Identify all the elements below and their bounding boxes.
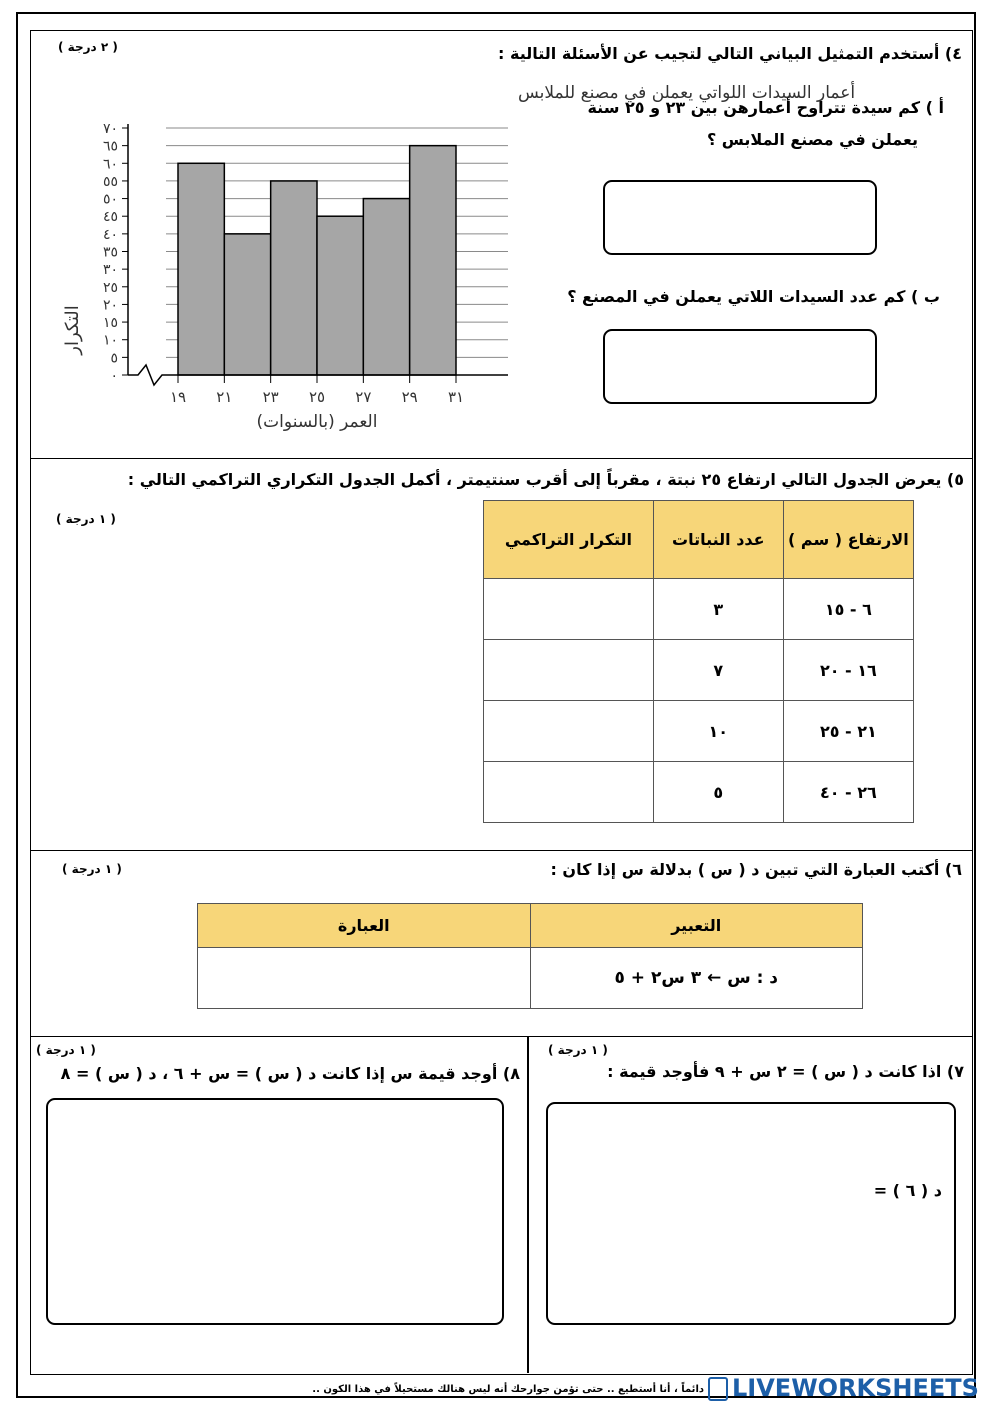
q7-heading: ٧) اذا كانت د ( س ) = ٢ س + ٩ فأوجد قيمة :	[607, 1062, 964, 1081]
divider-q6-q7	[30, 1036, 973, 1037]
q5-heading: ٥) يعرض الجدول التالي ارتفاع ٢٥ نبتة ، مقرباً إلى أقرب سنتيمتر ، أكمل الجدول التكراري التراكمي التالي :	[127, 470, 964, 489]
chart-title: أعمار السيدات اللواتي يعملن في مصنع للملابس	[518, 83, 856, 103]
y-tick-label: ٢٥	[102, 279, 118, 296]
y-tick-label: ١٠	[102, 332, 118, 349]
q6-table	[197, 903, 863, 1009]
table-row	[484, 762, 914, 823]
q5-count-cell: ٧	[653, 640, 783, 701]
q4-answer-a-box[interactable]	[603, 180, 877, 255]
chart-xlabel: العمر (بالسنوات)	[256, 412, 378, 432]
q5-count-cell: ١٠	[653, 701, 783, 762]
y-tick-label: ٢٠	[102, 297, 118, 314]
q6-expression-cell: د : س ← ٣ س٢ + ٥	[530, 948, 862, 1009]
x-tick-label: ٢٧	[355, 388, 372, 406]
q7-grade: ( ١ درجة )	[548, 1043, 608, 1057]
q5-header-cumulative: التكرار التراكمي	[484, 501, 654, 579]
x-tick-label: ٢٥	[308, 388, 326, 406]
histogram-bar	[317, 216, 363, 375]
q5-header-height: الارتفاع ( سم )	[783, 501, 913, 579]
table-row	[484, 579, 914, 640]
y-tick-label: ٠	[110, 368, 118, 384]
q8-heading: ٨) أوجد قيمة س إذا كانت د ( س ) = س + ٦ ، د ( س ) = ٨	[60, 1064, 520, 1083]
x-tick-label: ١٩	[169, 388, 187, 406]
q6-answer-input[interactable]	[198, 948, 531, 1009]
table-row	[484, 701, 914, 762]
q5-range-cell: ٦ - ١٥	[783, 579, 913, 640]
q4-answer-b-box[interactable]	[603, 329, 877, 404]
q5-cumulative-input[interactable]	[484, 701, 654, 762]
liveworksheets-logo: LIVEWORKSHEETS	[708, 1374, 979, 1402]
table-row	[484, 640, 914, 701]
q5-cumulative-input[interactable]	[484, 640, 654, 701]
x-tick-label: ٢١	[216, 388, 233, 406]
q7-prompt: د ( ٦ ) =	[873, 1181, 942, 1200]
histogram-bar	[178, 163, 224, 375]
chart-ylabel: التكرار	[62, 305, 83, 355]
x-tick-label: ٢٣	[262, 388, 279, 406]
q4-part-a-line1: أ ) كم سيدة تتراوح أعمارهن بين ٢٣ و ٢٥ سنة	[587, 98, 944, 117]
q6-heading: ٦) أكتب العبارة التي تبين د ( س ) بدلالة س إذا كان :	[550, 860, 962, 879]
histogram-bar	[224, 234, 270, 375]
y-tick-label: ٧٠	[102, 121, 118, 137]
q4-part-b: ب ) كم عدد السيدات اللاتي يعملن في المصنع ؟	[567, 287, 940, 306]
y-tick-label: ٣٠	[102, 262, 118, 279]
q8-answer-box[interactable]	[46, 1098, 504, 1325]
q5-grade: ( ١ درجة )	[56, 512, 116, 526]
y-tick-label: ٦٠	[102, 156, 118, 173]
divider-q5-q6	[30, 850, 973, 851]
q7-answer-box[interactable]	[546, 1102, 956, 1325]
histogram-bar	[363, 199, 409, 375]
histogram-bar	[410, 146, 456, 375]
q6-header-expression: التعبير	[530, 904, 862, 948]
q5-count-cell: ٣	[653, 579, 783, 640]
y-tick-label: ٣٥	[102, 244, 118, 261]
divider-q4-q5	[30, 458, 973, 459]
y-tick-label: ١٥	[102, 315, 118, 332]
q6-header-statement: العبارة	[198, 904, 531, 948]
q4-heading: ٤) أستخدم التمثيل البياني التالي لتجيب عن الأسئلة التالية :	[498, 44, 962, 63]
y-tick-label: ٥٠	[102, 191, 118, 208]
y-tick-label: ٤٥	[102, 209, 118, 226]
y-tick-label: ٤٠	[102, 226, 118, 243]
x-tick-label: ٣١	[447, 388, 465, 406]
table-row	[198, 948, 863, 1009]
q5-cumulative-input[interactable]	[484, 762, 654, 823]
q5-table	[483, 500, 914, 823]
histogram-bar	[271, 181, 317, 375]
q5-header-count: عدد النباتات	[653, 501, 783, 579]
q6-grade: ( ١ درجة )	[62, 862, 122, 876]
q5-range-cell: ١٦ - ٢٠	[783, 640, 913, 701]
q4-grade: ( ٢ درجة )	[58, 40, 118, 54]
divider-q7-q8	[527, 1036, 529, 1373]
q5-range-cell: ٢٦ - ٤٠	[783, 762, 913, 823]
y-tick-label: ٥٥	[102, 173, 118, 190]
q5-cumulative-input[interactable]	[484, 579, 654, 640]
q5-count-cell: ٥	[653, 762, 783, 823]
y-tick-label: ٦٥	[102, 138, 118, 155]
q4-part-a-line2: يعملن في مصنع الملابس ؟	[706, 130, 918, 149]
y-tick-label: ٥	[110, 350, 118, 367]
x-tick-label: ٢٩	[401, 388, 418, 406]
q5-range-cell: ٢١ - ٢٥	[783, 701, 913, 762]
q8-grade: ( ١ درجة )	[36, 1043, 96, 1057]
logo-icon	[708, 1377, 728, 1401]
footer-quote: دائماً ، أنا أستطيع .. حتى تؤمن جوارحك أنه ليس هنالك مستحيلاً في هذا الكون ..	[312, 1384, 704, 1395]
